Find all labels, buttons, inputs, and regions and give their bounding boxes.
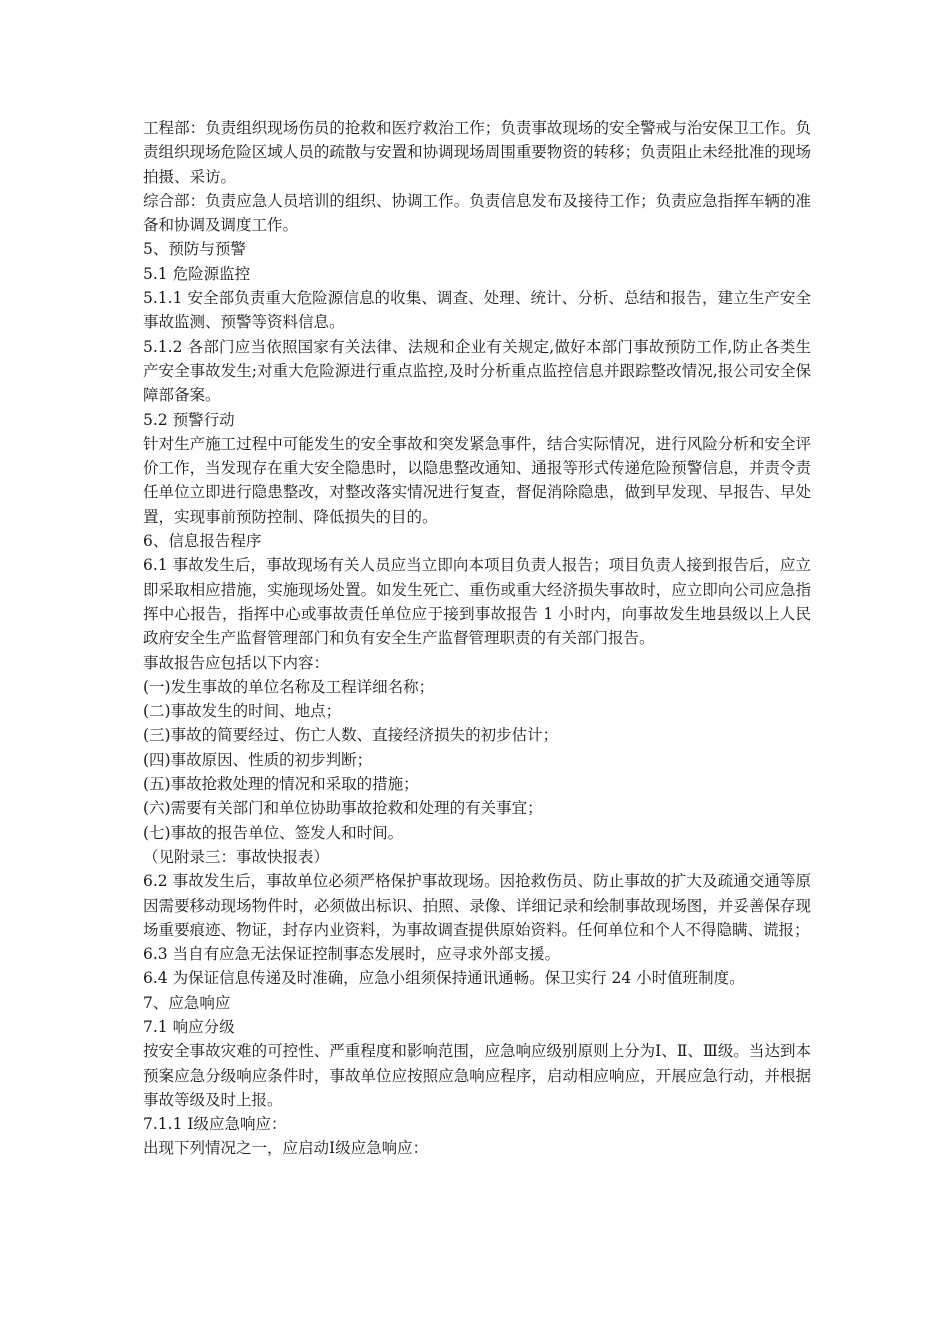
list-item-4: (四)事故原因、性质的初步判断； [143, 750, 373, 769]
paragraph-6-3: 6.3 当自有应急无法保证控制事态发展时，应寻求外部支援。 [143, 945, 561, 964]
paragraph-general-dept: 综合部：负责应急人员培训的组织、协调工作。负责信息发布及接待工作；负责应急指挥车辆的准备和协调及调度工作。 [143, 191, 811, 235]
paragraph-7-1-1-body: 出现下列情况之一，应启动Ⅰ级应急响应： [143, 1139, 429, 1158]
appendix-reference: （见附录三：事故快报表） [143, 847, 330, 866]
heading-section-7-1-1: 7.1.1 Ⅰ级应急响应： [143, 1115, 287, 1134]
paragraph-5-2-body: 针对生产施工过程中可能发生的安全事故和突发紧急事件，结合实际情况，进行风险分析和安全评价工作，当发现存在重大安全隐患时，以隐患整改通知、通报等形式传递危险预警信息，并责令责任单位立即进行隐患整改，对整改落实情况进行复查，督促消除隐患，做到早发现、早报告、早处置，实现事前预防控制、降低损失的目的。 [143, 434, 811, 526]
list-item-6: (六)需要有关部门和单位协助事故抢救和处理的有关事宜； [143, 799, 543, 818]
list-item-3: (三)事故的简要经过、伤亡人数、直接经济损失的初步估计； [143, 726, 559, 745]
heading-section-7-1: 7.1 响应分级 [143, 1017, 235, 1036]
heading-section-5-1: 5.1 危险源监控 [143, 264, 251, 283]
paragraph-engineering-dept: 工程部：负责组织现场伤员的抢救和医疗救治工作；负责事故现场的安全警戒与治安保卫工作。负责组织现场危险区域人员的疏散与安置和协调现场周围重要物资的转移；负责阻止未经批准的现场拍摄、采访。 [143, 119, 811, 186]
paragraph-report-contents: 事故报告应包括以下内容： [143, 653, 330, 672]
list-item-7: (七)事故的报告单位、签发人和时间。 [143, 823, 404, 842]
paragraph-5-1-2: 5.1.2 各部门应当依照国家有关法律、法规和企业有关规定,做好本部门事故预防工作,防止各类生产安全事故发生;对重大危险源进行重点监控,及时分析重点监控信息并跟踪整改情况,报公司安全保障部备案。 [143, 337, 811, 405]
document-body [143, 116, 811, 1161]
paragraph-6-1: 6.1 事故发生后，事故现场有关人员应当立即向本项目负责人报告；项目负责人接到报告后，应立即采取相应措施，实施现场处置。如发生死亡、重伤或重大经济损失事故时，应立即向公司应急指挥中心报告，指挥中心或事故责任单位应于接到事故报告 1 小时内，向事故发生地县级以上人民政府安全生产监督管理部门和负有安全生产监督管理职责的有关部门报告。 [143, 556, 811, 648]
list-item-5: (五)事故抢救处理的情况和采取的措施； [143, 775, 419, 794]
heading-section-5-2: 5.2 预警行动 [143, 410, 235, 429]
list-item-1: (一)发生事故的单位名称及工程详细名称； [143, 677, 435, 696]
heading-section-5: 5、预防与预警 [143, 240, 246, 259]
paragraph-6-2: 6.2 事故发生后，事故单位必须严格保护事故现场。因抢救伤员、防止事故的扩大及疏通交通等原因需要移动现场物件时，必须做出标识、拍照、录像、详细记录和绘制事故现场图，并妥善保存现场重要痕迹、物证，封存内业资料，为事故调查提供原始资料。任何单位和个人不得隐瞒、谎报； [143, 872, 811, 939]
heading-section-7: 7、应急响应 [143, 993, 231, 1012]
list-item-2: (二)事故发生的时间、地点； [143, 702, 342, 721]
heading-section-6: 6、信息报告程序 [143, 532, 262, 551]
paragraph-6-4: 6.4 为保证信息传递及时准确，应急小组须保持通讯通畅。保卫实行 24 小时值班制度。 [143, 969, 745, 988]
paragraph-5-1-1: 5.1.1 安全部负责重大危险源信息的收集、调查、处理、统计、分析、总结和报告，建立生产安全事故监测、预警等资料信息。 [143, 289, 811, 332]
paragraph-7-1-body: 按安全事故灾难的可控性、严重程度和影响范围，应急响应级别原则上分为Ⅰ、Ⅱ、Ⅲ级。当达到本预案应急分级响应条件时，事故单位应按照应急响应程序，启动相应响应，开展应急行动，并根据事故等级及时上报。 [143, 1042, 811, 1109]
